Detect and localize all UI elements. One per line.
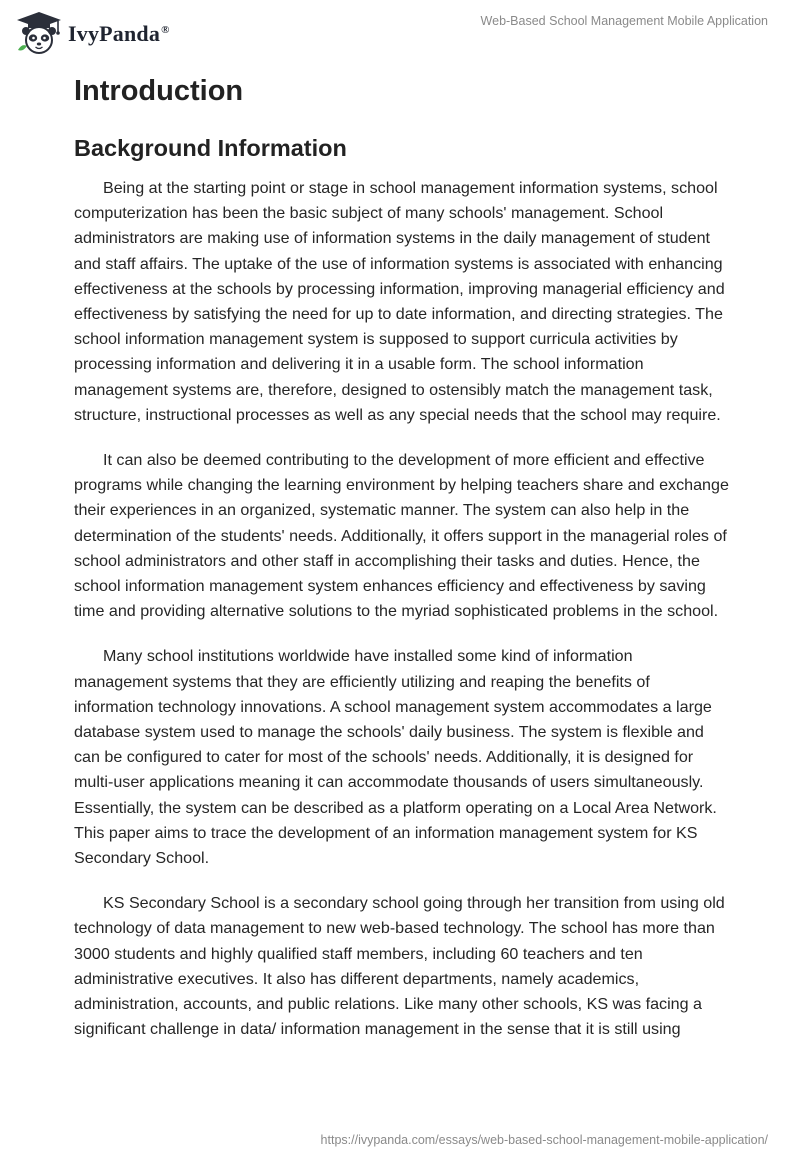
page-title: Introduction: [74, 75, 244, 107]
page-header: [0, 0, 800, 60]
paragraph: KS Secondary School is a secondary school going through her transition from using old technology of data management to new web-based technology. The school has more than 3000 students and highly qualified staff members, including 60 teachers and ten administrative executives. It also has different departments, namely academics, administration, accounts, and public relations. Like many other schools, KS was facing a significant challenge in data/ information management in the sense that it is still using: [74, 894, 725, 1039]
registered-mark: ®: [161, 23, 170, 36]
article-body: [74, 72, 730, 1063]
brand-name: IvyPanda®: [68, 21, 170, 46]
paragraph: Many school institutions worldwide have installed some kind of information management systems that they are efficiently utilizing and reaping the benefits of information technology innovations. A school management system accommodates a large database system used to manage the schools' daily business. The system is flexible and can be configured to cater for most of the schools' needs. Additionally, it is designed for multi-user applications meaning it can accommodate thousands of users simultaneously. Essentially, the system can be described as a platform operating on a Local Area Network. This paper aims to trace the development of an information management system for KS Secondary School.: [74, 647, 717, 868]
source-url[interactable]: https://ivypanda.com/essays/web-based-school-management-mobile-application/: [320, 1133, 768, 1147]
brand-logo[interactable]: [14, 10, 170, 56]
paragraph: Being at the starting point or stage in school management information systems, school computerization has been the basic subject of many schools' management. School administrators are making use of information systems in the daily management of student and staff affairs. The uptake of the use of information systems is associated with enhancing effectiveness at the schools by processing information, improving managerial efficiency and effectiveness by satisfying the need for up to date information, and directing strategies. The school information management system is supposed to support curricula activities by processing information and delivering it in a usable form. The school information management systems are, therefore, designed to ostensibly match the management task, structure, instructional processes as well as any special needs that the school may require.: [74, 179, 725, 424]
panda-graduate-icon: [14, 10, 64, 56]
section-heading: Background Information: [74, 135, 347, 161]
paragraph: It can also be deemed contributing to the development of more efficient and effective programs while changing the learning environment by helping teachers share and exchange their experiences in an organized, systematic manner. The system can also help in the determination of the students' needs. Additionally, it offers support in the managerial roles of school administrators and other staff in accomplishing their tasks and duties. Hence, the school information management system enhances efficiency and effectiveness by saving time and providing alternative solutions to the myriad sophisticated problems in the school.: [74, 451, 729, 621]
document-title: Web-Based School Management Mobile Application: [480, 14, 768, 28]
